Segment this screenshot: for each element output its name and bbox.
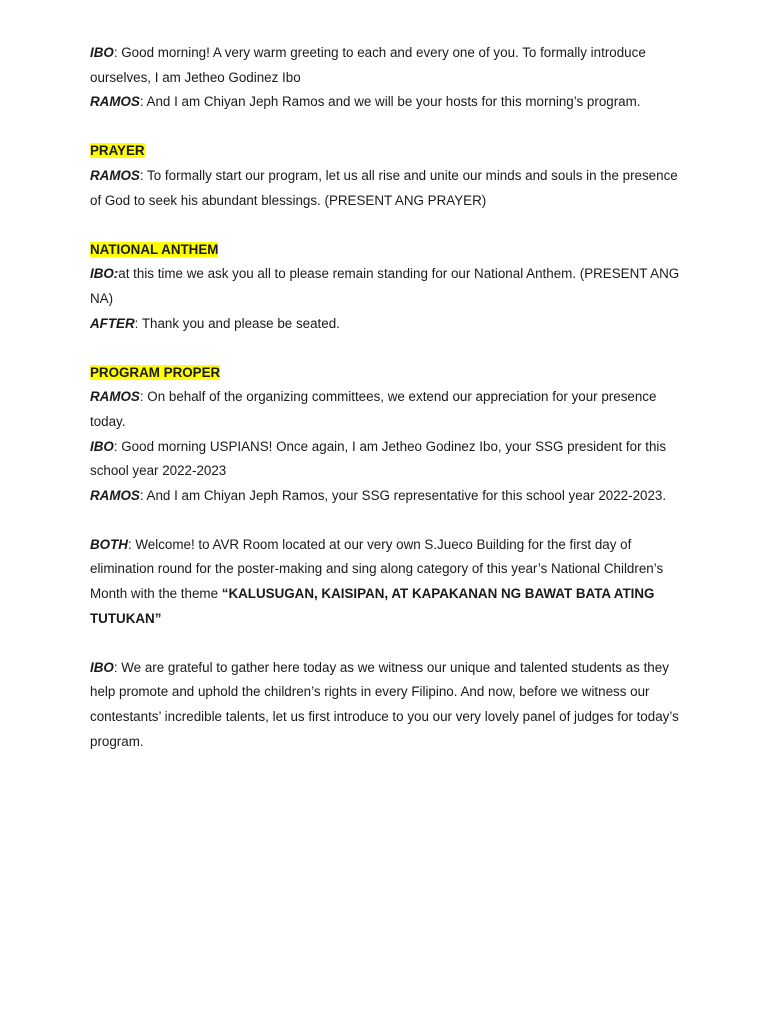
- line-after: [90, 312, 684, 337]
- heading-national-anthem: [90, 238, 684, 263]
- line-ramos-intro: [90, 90, 684, 115]
- speaker-label: AFTER: [90, 315, 135, 331]
- section-heading: NATIONAL ANTHEM: [90, 241, 219, 257]
- line-text: at this time we ask you all to please remain standing for our National Anthem. (PRESENT ANG NA): [90, 266, 680, 306]
- line-ramos-prayer: [90, 164, 684, 213]
- speaker-separator: :: [113, 659, 122, 675]
- speaker-separator: :: [134, 315, 142, 331]
- heading-prayer: [90, 139, 684, 164]
- speaker-label: IBO: [90, 438, 114, 454]
- speaker-separator: :: [139, 167, 148, 183]
- line-text: And I am Chiyan Jeph Ramos and we will be your hosts for this morning’s program.: [146, 94, 641, 110]
- line-both-welcome: [90, 533, 684, 631]
- line-text: Good morning USPIANS! Once again, I am Jetheo Godinez Ibo, your SSG president for this school year 2022-2023: [90, 438, 667, 479]
- paragraph-gap: [90, 213, 684, 238]
- paragraph-gap: [90, 336, 684, 361]
- speaker-label: IBO:: [90, 266, 119, 282]
- speaker-label: IBO: [90, 659, 114, 675]
- script-document: [90, 41, 684, 754]
- speaker-label: RAMOS: [90, 487, 140, 503]
- speaker-separator: :: [139, 487, 147, 503]
- speaker-label: RAMOS: [90, 389, 140, 405]
- line-text: To formally start our program, let us all rise and unite our minds and souls in the presence of God to seek his abundant blessings. (PRESENT ANG PRAYER): [90, 167, 678, 208]
- theme-text: “KALUSUGAN, KAISIPAN, AT KAPAKANAN NG BAWAT BATA ATING TUTUKAN”: [90, 586, 655, 626]
- line-text: Good morning! A very warm greeting to each and every one of you. To formally introduce ourselves, I am Jetheo Godinez Ibo: [90, 45, 646, 85]
- speaker-separator: :: [139, 389, 148, 405]
- speaker-label: RAMOS: [90, 167, 140, 183]
- speaker-label: IBO: [90, 45, 114, 60]
- line-ibo-anthem: [90, 262, 684, 311]
- line-text: And I am Chiyan Jeph Ramos, your SSG representative for this school year 2022-2023.: [146, 487, 667, 503]
- line-text: We are grateful to gather here today as we witness our unique and talented students as they help promote and uphold the children’s rights in every Filipino. And now, before we witness our contestants’ incredible talents, let us first introduce to you our very lovely panel of judges for today’s program.: [90, 659, 679, 749]
- paragraph-gap: [90, 115, 684, 140]
- line-text: Welcome! to AVR Room located at our very own S.Jueco Building for the first day of elimination round for the poster-making and sing along category of this year’s National Children’s Month with the theme: [90, 536, 664, 602]
- line-text: On behalf of the organizing committees, we extend our appreciation for your presence today.: [90, 389, 657, 429]
- speaker-separator: :: [139, 94, 147, 110]
- line-ibo-grateful: [90, 656, 684, 754]
- line-ramos-ssg: [90, 484, 684, 509]
- line-ibo-greeting: [90, 41, 684, 90]
- section-heading: PRAYER: [90, 143, 145, 159]
- line-ramos-appreciation: [90, 385, 684, 434]
- speaker-label: RAMOS: [90, 94, 140, 110]
- speaker-separator: :: [127, 536, 136, 552]
- speaker-separator: :: [113, 438, 122, 454]
- speaker-label: BOTH: [90, 536, 128, 552]
- paragraph-gap: [90, 631, 684, 656]
- paragraph-gap: [90, 508, 684, 533]
- line-text: Thank you and please be seated.: [141, 315, 340, 331]
- line-ibo-uspians: [90, 435, 684, 484]
- section-heading: PROGRAM PROPER: [90, 364, 221, 380]
- speaker-separator: :: [113, 45, 122, 60]
- heading-program-proper: [90, 361, 684, 386]
